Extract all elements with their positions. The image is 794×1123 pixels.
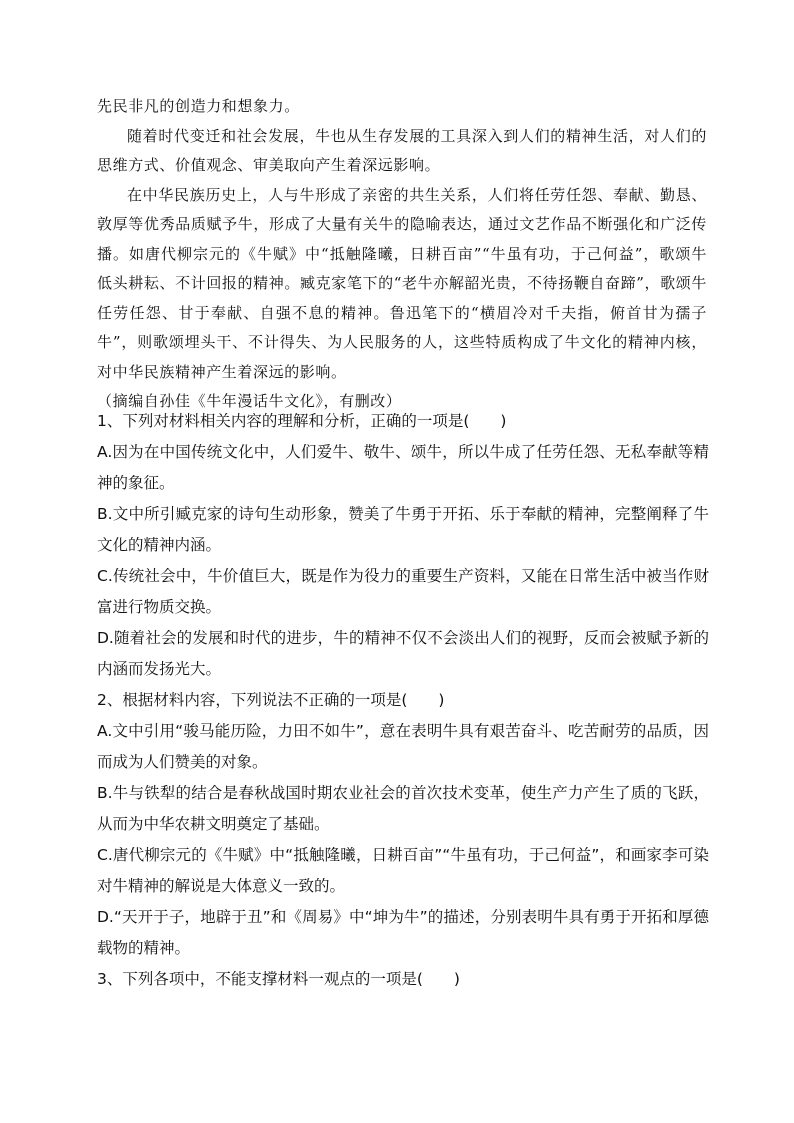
answer-option: B.牛与铁犁的结合是春秋战国时期农业社会的首次技术变革，使生产力产生了质的飞跃，从而为中华农耕文明奠定了基础。 (97, 784, 709, 833)
question-stem: 1、下列对材料相关内容的理解和分析，正确的一项是( ) (97, 412, 507, 430)
answer-option: C.传统社会中，牛价值巨大，既是作为役力的重要生产资料，又能在日常生活中被当作财富进行物质交换。 (97, 567, 709, 616)
reading-passage (97, 92, 707, 417)
answer-option: A.因为在中国传统文化中，人们爱牛、敬牛、颂牛，所以牛成了任劳任怨、无私奉献等精神的象征。 (97, 443, 709, 492)
answer-option: D.随着社会的发展和时代的进步，牛的精神不仅不会淡出人们的视野，反而会被赋予新的内涵而发扬光大。 (97, 629, 709, 678)
question-stem: 2、根据材料内容，下列说法不正确的一项是( ) (97, 691, 445, 709)
answer-option: B.文中所引臧克家的诗句生动形象，赞美了牛勇于开拓、乐于奉献的精神，完整阐释了牛文化的精神内涵。 (97, 505, 709, 554)
answer-option: C.唐代柳宗元的《牛赋》中“抵触隆曦，日耕百亩”“牛虽有功，于己何益”，和画家李可染对牛精神的解说是大体意义一致的。 (97, 846, 709, 895)
passage-line-continuation: 先民非凡的创造力和想象力。 (97, 97, 300, 115)
passage-paragraph: 在中华民族历史上，人与牛形成了亲密的共生关系，人们将任劳任怨、奉献、勤恳、敦厚等优秀品质赋予牛，形成了大量有关牛的隐喻表达，通过文艺作品不断强化和广泛传播。如唐代柳宗元的《牛赋》中“抵触隆曦，日耕百亩”“牛虽有功，于己何益”，歌颂牛低头耕耘、不计回报的精神。臧克家笔下的“老牛亦解韶光贵，不待扬鞭自奋蹄”，歌颂牛任劳任怨、甘于奉献、自强不息的精神。鲁迅笔下的“横眉冷对千夫指，俯首甘为孺子牛”，则歌颂埋头干、不计得失、为人民服务的人，这些特质构成了牛文化的精神内核，对中华民族精神产生着深远的影响。 (97, 185, 707, 381)
answer-option: D.“天开于子，地辟于丑”和《周易》中“坤为牛”的描述，分别表明牛具有勇于开拓和厚德载物的精神。 (97, 908, 709, 957)
question-stem: 3、下列各项中，不能支撑材料一观点的一项是( ) (97, 970, 460, 988)
passage-paragraph: 随着时代变迁和社会发展，牛也从生存发展的工具深入到人们的精神生活，对人们的思维方式、价值观念、审美取向产生着深远影响。 (97, 126, 707, 174)
question-list (97, 406, 709, 995)
passage-source-citation: （摘编自孙佳《牛年漫话牛文化》，有删改） (97, 392, 402, 410)
answer-option: A.文中引用“骏马能历险，力田不如牛”，意在表明牛具有艰苦奋斗、吃苦耐劳的品质，因而成为人们赞美的对象。 (97, 722, 709, 771)
